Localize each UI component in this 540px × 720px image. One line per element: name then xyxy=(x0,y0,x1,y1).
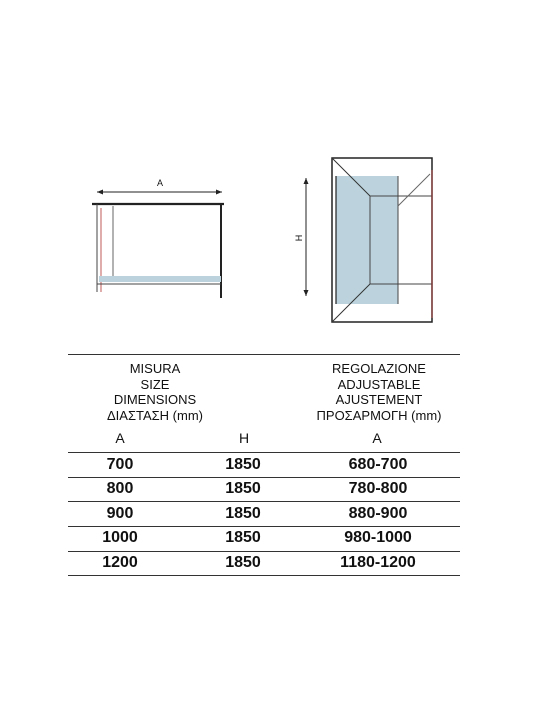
cell-size-h: 1850 xyxy=(225,505,261,522)
size-header-line: ΔΙΑΣΤΑΣΗ (mm) xyxy=(106,407,203,423)
table-row xyxy=(68,477,460,501)
cell-adjust: 1180-1200 xyxy=(340,554,416,571)
cell-size-a: 700 xyxy=(106,456,134,473)
adjust-header-line: AJUSTEMENT xyxy=(335,392,423,407)
size-header-line: MISURA xyxy=(129,361,181,376)
adjust-header-line: REGOLAZIONE xyxy=(332,361,426,376)
technical-drawing xyxy=(0,0,540,340)
table-row xyxy=(68,526,460,550)
front-view xyxy=(294,158,432,322)
cell-adjust: 980-1000 xyxy=(344,529,412,546)
glass-band xyxy=(99,276,221,282)
cell-size-a: 1200 xyxy=(102,554,138,571)
width-arrow-left xyxy=(97,190,103,195)
support-bar xyxy=(398,174,430,206)
table-row xyxy=(68,453,460,477)
width-label: A xyxy=(156,178,164,188)
adjust-header-line: ADJUSTABLE xyxy=(337,376,421,392)
table-row xyxy=(68,502,460,526)
cell-adjust: 780-800 xyxy=(348,480,408,497)
width-arrow-right xyxy=(216,190,222,195)
cell-adjust: 680-700 xyxy=(348,456,408,473)
glass-panel xyxy=(336,176,398,304)
plan-view xyxy=(92,178,224,298)
adjust-header xyxy=(305,361,453,423)
cell-size-a: 900 xyxy=(106,505,134,522)
table-rule-top xyxy=(68,354,460,355)
table-row xyxy=(68,551,460,575)
size-header-line: SIZE xyxy=(140,376,170,392)
height-label: H xyxy=(294,234,304,242)
column-h-label: H xyxy=(238,430,250,446)
cell-size-a: 1000 xyxy=(102,529,138,546)
adjust-header-line: ΠΡΟΣΑΡΜΟΓΗ (mm) xyxy=(316,407,442,423)
cell-size-h: 1850 xyxy=(225,554,261,571)
height-arrow-bottom xyxy=(304,290,309,296)
cell-size-h: 1850 xyxy=(225,529,261,546)
column-a-label: A xyxy=(115,430,125,446)
size-header-line: DIMENSIONS xyxy=(113,392,197,407)
height-arrow-top xyxy=(304,178,309,184)
cell-size-h: 1850 xyxy=(225,480,261,497)
cell-size-h: 1850 xyxy=(225,456,261,473)
cell-size-a: 800 xyxy=(106,480,134,497)
table-rule-bottom xyxy=(68,575,460,576)
cell-adjust: 880-900 xyxy=(348,505,408,522)
column-adjust-label: A xyxy=(372,430,382,446)
size-header xyxy=(90,361,220,423)
